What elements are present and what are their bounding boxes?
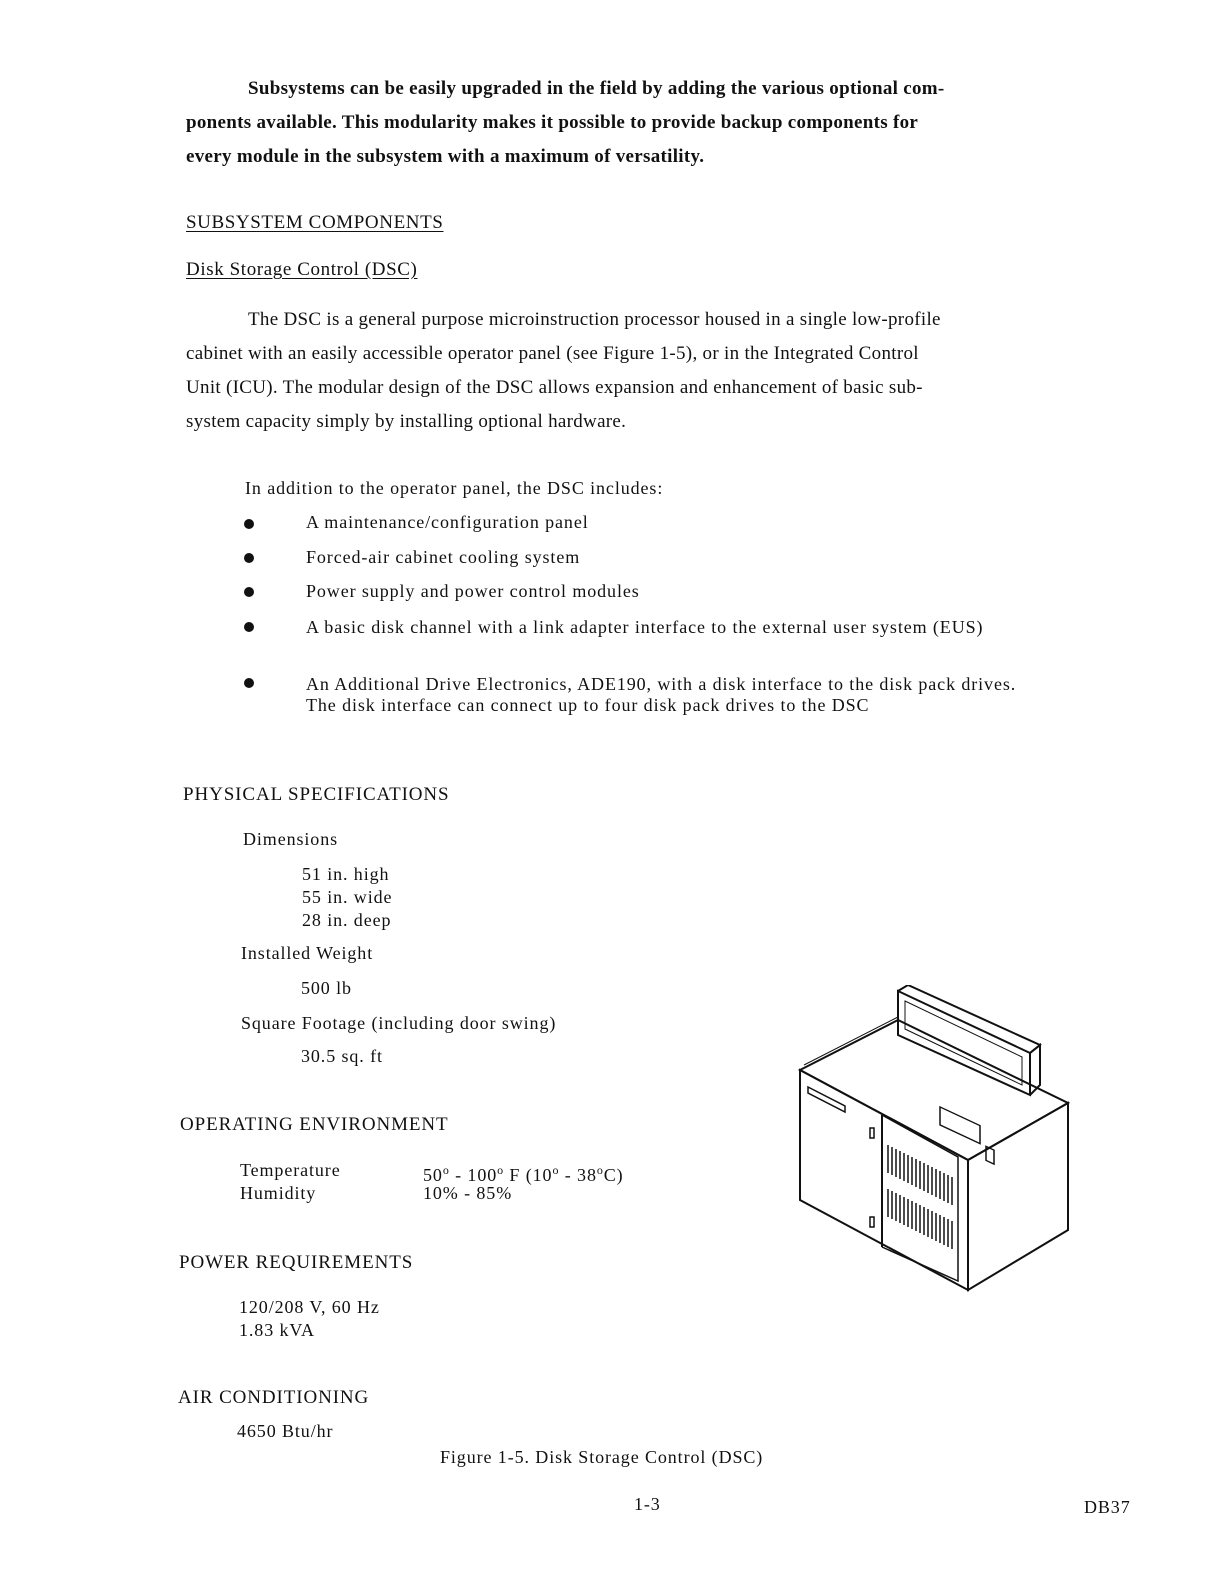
cabinet-front-face [800, 1070, 968, 1290]
intro-line-2: ponents available. This modularity makes it possible to provide backup components for [186, 112, 919, 133]
air-heading: AIR CONDITIONING [178, 1387, 370, 1408]
dsc-line-3: Unit (ICU). The modular design of the DSC allows expansion and enhancement of basic sub- [186, 377, 923, 398]
air-value: 4650 Btu/hr [237, 1421, 334, 1441]
degree-sign: o [552, 1163, 560, 1177]
footage-value: 30.5 sq. ft [301, 1046, 383, 1066]
bullet-icon [244, 678, 254, 688]
power-voltage: 120/208 V, 60 Hz [239, 1297, 380, 1317]
physical-heading: PHYSICAL SPECIFICATIONS [183, 784, 450, 805]
humidity-label: Humidity [240, 1183, 317, 1203]
power-heading: POWER REQUIREMENTS [179, 1252, 414, 1273]
temp-part: - 100 [449, 1165, 498, 1185]
temp-part: F (10 [504, 1165, 553, 1185]
list-item: Power supply and power control modules [306, 581, 640, 601]
list-item: Forced-air cabinet cooling system [306, 547, 581, 567]
dimension-width: 55 in. wide [302, 887, 393, 907]
bullet-icon [244, 553, 254, 563]
weight-value: 500 lb [301, 978, 352, 998]
dimensions-values [302, 863, 392, 932]
environment-heading: OPERATING ENVIRONMENT [180, 1114, 449, 1135]
degree-sign: o [442, 1163, 450, 1177]
temp-part: 50 [423, 1165, 443, 1185]
figure-caption: Figure 1-5. Disk Storage Control (DSC) [440, 1447, 764, 1467]
temp-part: C) [603, 1165, 624, 1185]
degree-sign: o [497, 1163, 505, 1177]
dimensions-label: Dimensions [243, 829, 339, 849]
dsc-cabinet-illustration [790, 985, 1080, 1305]
includes-intro: In addition to the operator panel, the DSC includes: [245, 478, 664, 498]
panel-display [940, 1107, 980, 1144]
intro-line-1: Subsystems can be easily upgraded in the field by adding the various optional com- [248, 78, 945, 99]
dsc-line-1: The DSC is a general purpose microinstruction processor housed in a single low-profile [248, 309, 941, 330]
intro-line-3: every module in the subsystem with a maximum of versatility. [186, 146, 705, 167]
dsc-line-2: cabinet with an easily accessible operator panel (see Figure 1-5), or in the Integrated Control [186, 343, 919, 364]
page-number: 1-3 [634, 1494, 661, 1514]
bullet-icon [244, 622, 254, 632]
bullet-icon [244, 587, 254, 597]
dsc-heading: Disk Storage Control (DSC) [186, 259, 418, 280]
power-kva: 1.83 kVA [239, 1320, 315, 1340]
list-item: A maintenance/configuration panel [306, 512, 589, 532]
intro-paragraph [186, 72, 1146, 174]
bullet-icon [244, 519, 254, 529]
dsc-line-4: system capacity simply by installing optional hardware. [186, 411, 627, 432]
footage-label: Square Footage (including door swing) [241, 1013, 557, 1033]
degree-sign: o [596, 1163, 604, 1177]
subsystem-heading: SUBSYSTEM COMPONENTS [186, 212, 444, 233]
vent-grille [888, 1145, 952, 1249]
cabinet-side-face [968, 1103, 1068, 1290]
humidity-value: 10% - 85% [423, 1183, 513, 1203]
dimension-height: 51 in. high [302, 864, 390, 884]
temperature-label: Temperature [240, 1160, 341, 1180]
dsc-paragraph [186, 303, 1166, 439]
cabinet-top-face [800, 1020, 1068, 1160]
weight-label: Installed Weight [241, 943, 374, 963]
dimension-depth: 28 in. deep [302, 910, 392, 930]
list-item: An Additional Drive Electronics, ADE190, with a disk interface to the disk pack drives. The disk interface can connect up to four disk pack drives to the DSC [306, 674, 1017, 715]
document-code: DB37 [1084, 1497, 1131, 1517]
list-item: A basic disk channel with a link adapter interface to the external user system (EUS) [306, 617, 984, 637]
temp-part: - 38 [559, 1165, 597, 1185]
